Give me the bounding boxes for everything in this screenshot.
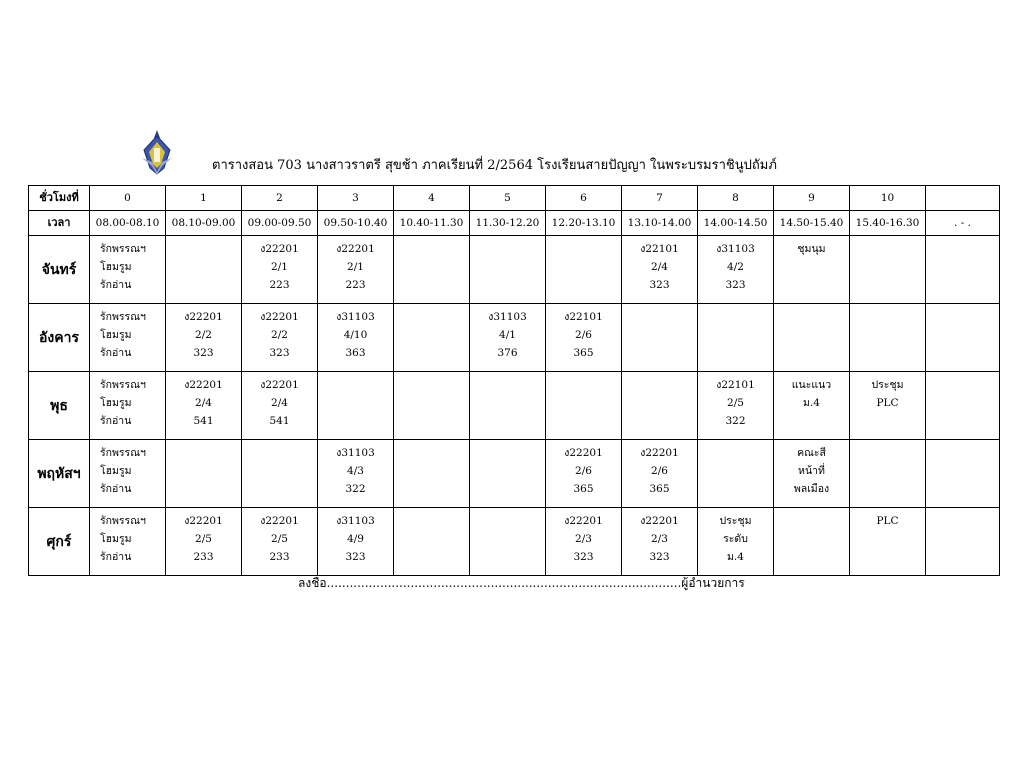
cell-line: 2/2	[195, 329, 212, 341]
schedule-cell	[470, 236, 546, 304]
cell-line: 322	[345, 483, 366, 495]
cell-line: 2/2	[271, 329, 288, 341]
cell-line: ง31103	[488, 311, 527, 323]
schedule-cell	[622, 372, 698, 440]
cell-line: 2/5	[271, 533, 288, 545]
cell-line: 4/9	[347, 533, 364, 545]
schedule-cell	[470, 440, 546, 508]
cell-line: 233	[269, 551, 290, 563]
cell-line: 323	[649, 279, 670, 291]
time-slot: . - .	[926, 211, 1000, 236]
cell-line: ง22201	[184, 379, 223, 391]
schedule-cell	[90, 508, 166, 576]
schedule-cell	[470, 508, 546, 576]
cell-line: 323	[345, 551, 366, 563]
cell-line: โฮมรูม	[100, 465, 132, 477]
schedule-cell	[242, 304, 318, 372]
cell-line: ประชุม	[719, 515, 752, 527]
period-number: 10	[850, 186, 926, 211]
schedule-cell	[166, 236, 242, 304]
cell-line: ง31103	[716, 243, 755, 255]
schedule-cell	[242, 372, 318, 440]
cell-line: 323	[269, 347, 290, 359]
schedule-cell	[394, 440, 470, 508]
schedule-cell	[318, 372, 394, 440]
day-name: จันทร์	[29, 236, 90, 304]
cell-line: ง22201	[260, 379, 299, 391]
period-number: 3	[318, 186, 394, 211]
schedule-cell	[90, 236, 166, 304]
schedule-cell	[546, 372, 622, 440]
schedule-cell	[622, 304, 698, 372]
time-slot: 14.00-14.50	[698, 211, 774, 236]
schedule-cell	[774, 236, 850, 304]
cell-line: ง22201	[184, 311, 223, 323]
day-row	[29, 236, 1000, 304]
cell-line: 541	[193, 415, 214, 427]
cell-line: 322	[725, 415, 746, 427]
schedule-cell	[622, 440, 698, 508]
cell-line: ง22101	[564, 311, 603, 323]
cell-line: 323	[573, 551, 594, 563]
cell-line: ง22201	[564, 515, 603, 527]
cell-line: รักพรรณฯ	[100, 447, 146, 459]
cell-line: ง31103	[336, 311, 375, 323]
schedule-cell	[926, 508, 1000, 576]
schedule-cell	[242, 440, 318, 508]
cell-line: รักอ่าน	[100, 551, 132, 563]
schedule-cell	[546, 508, 622, 576]
cell-line: 323	[725, 279, 746, 291]
period-number: 5	[470, 186, 546, 211]
day-name: ศุกร์	[29, 508, 90, 576]
schedule-cell	[926, 372, 1000, 440]
schedule-cell	[470, 372, 546, 440]
cell-line: ง31103	[336, 447, 375, 459]
cell-line: ม.4	[727, 551, 744, 563]
period-number: 1	[166, 186, 242, 211]
cell-line: 2/6	[575, 465, 592, 477]
day-name: พุธ	[29, 372, 90, 440]
schedule-cell	[242, 236, 318, 304]
cell-line: 363	[345, 347, 366, 359]
page-title: ตารางสอน 703 นางสาวราตรี สุขช้า ภาคเรียนที่ 2/2564 โรงเรียนสายปัญญา ในพระบรมราชินูปถัมภ์	[212, 158, 777, 173]
cell-line: 2/3	[651, 533, 668, 545]
day-row	[29, 372, 1000, 440]
cell-line: 2/4	[271, 397, 288, 409]
time-slot: 10.40-11.30	[394, 211, 470, 236]
cell-line: 223	[345, 279, 366, 291]
day-row	[29, 304, 1000, 372]
time-slot: 09.50-10.40	[318, 211, 394, 236]
cell-line: 223	[269, 279, 290, 291]
time-slot: 08.10-09.00	[166, 211, 242, 236]
cell-line: ง22201	[184, 515, 223, 527]
schedule-cell	[622, 236, 698, 304]
cell-line: ง22201	[260, 243, 299, 255]
cell-line: 2/1	[347, 261, 364, 273]
school-crest-icon	[140, 128, 174, 176]
schedule-cell	[774, 440, 850, 508]
time-slot: 13.10-14.00	[622, 211, 698, 236]
cell-line: คณะสี	[797, 447, 826, 459]
period-number: 9	[774, 186, 850, 211]
cell-line: 376	[497, 347, 518, 359]
cell-line: 365	[573, 483, 594, 495]
cell-line: โฮมรูม	[100, 397, 132, 409]
schedule-cell	[850, 236, 926, 304]
schedule-cell	[166, 372, 242, 440]
cell-line: ง22101	[640, 243, 679, 255]
period-number: 6	[546, 186, 622, 211]
cell-line: รักอ่าน	[100, 279, 132, 291]
day-row	[29, 440, 1000, 508]
schedule-cell	[698, 440, 774, 508]
cell-line: หน้าที่	[798, 465, 825, 477]
cell-line: รักอ่าน	[100, 347, 132, 359]
time-label: เวลา	[29, 211, 90, 236]
cell-line: โฮมรูม	[100, 533, 132, 545]
cell-line: ง22201	[260, 311, 299, 323]
period-number: 7	[622, 186, 698, 211]
schedule-cell	[394, 372, 470, 440]
cell-line: รักพรรณฯ	[100, 311, 146, 323]
schedule-cell	[318, 508, 394, 576]
cell-line: PLC	[876, 397, 899, 409]
schedule-cell	[698, 304, 774, 372]
cell-line: พลเมือง	[793, 483, 830, 495]
schedule-cell	[90, 304, 166, 372]
period-number: 0	[90, 186, 166, 211]
day-name: อังคาร	[29, 304, 90, 372]
cell-line: 2/5	[727, 397, 744, 409]
cell-line: ม.4	[803, 397, 820, 409]
cell-line: โฮมรูม	[100, 329, 132, 341]
cell-line: 233	[193, 551, 214, 563]
schedule-cell	[622, 508, 698, 576]
cell-line: 2/6	[575, 329, 592, 341]
cell-line: 4/10	[343, 329, 368, 341]
schedule-cell	[546, 236, 622, 304]
period-number: 2	[242, 186, 318, 211]
schedule-cell	[850, 372, 926, 440]
cell-line: 2/5	[195, 533, 212, 545]
cell-line: PLC	[876, 515, 899, 527]
cell-line: 4/1	[499, 329, 516, 341]
period-number: 4	[394, 186, 470, 211]
hour-label: ชั่วโมงที่	[29, 186, 90, 211]
time-slot: 14.50-15.40	[774, 211, 850, 236]
cell-line: 541	[269, 415, 290, 427]
schedule-cell	[318, 304, 394, 372]
schedule-cell	[470, 304, 546, 372]
signature-line: ลงชื่อ.............................................................................................ผู้อำนวยการ	[298, 576, 745, 590]
cell-line: ระดับ	[723, 533, 748, 545]
schedule-table	[28, 185, 1000, 576]
schedule-cell	[698, 236, 774, 304]
schedule-cell	[166, 440, 242, 508]
cell-line: 323	[649, 551, 670, 563]
schedule-cell	[90, 440, 166, 508]
cell-line: 2/4	[651, 261, 668, 273]
cell-line: รักพรรณฯ	[100, 515, 146, 527]
cell-line: ชุมนุม	[797, 243, 826, 255]
schedule-cell	[318, 236, 394, 304]
schedule-cell	[850, 508, 926, 576]
cell-line: 365	[649, 483, 670, 495]
cell-line: 4/3	[347, 465, 364, 477]
schedule-cell	[394, 508, 470, 576]
day-row	[29, 508, 1000, 576]
period-number	[926, 186, 1000, 211]
cell-line: 2/3	[575, 533, 592, 545]
cell-line: ง22101	[716, 379, 755, 391]
time-slot: 09.00-09.50	[242, 211, 318, 236]
time-slot: 08.00-08.10	[90, 211, 166, 236]
cell-line: รักอ่าน	[100, 415, 132, 427]
time-slot: 12.20-13.10	[546, 211, 622, 236]
cell-line: 2/4	[195, 397, 212, 409]
cell-line: โฮมรูม	[100, 261, 132, 273]
schedule-cell	[774, 304, 850, 372]
cell-line: ง22201	[336, 243, 375, 255]
cell-line: แนะแนว	[791, 379, 832, 391]
schedule-cell	[166, 304, 242, 372]
schedule-cell	[850, 304, 926, 372]
cell-line: 323	[193, 347, 214, 359]
period-number: 8	[698, 186, 774, 211]
cell-line: 2/1	[271, 261, 288, 273]
time-row	[29, 211, 1000, 236]
time-slot: 11.30-12.20	[470, 211, 546, 236]
cell-line: รักพรรณฯ	[100, 379, 146, 391]
cell-line: ง22201	[640, 447, 679, 459]
schedule-cell	[166, 508, 242, 576]
cell-line: 365	[573, 347, 594, 359]
schedule-cell	[926, 440, 1000, 508]
schedule-cell	[698, 508, 774, 576]
cell-line: รักพรรณฯ	[100, 243, 146, 255]
schedule-cell	[394, 236, 470, 304]
schedule-cell	[926, 236, 1000, 304]
cell-line: ประชุม	[871, 379, 904, 391]
day-name: พฤหัสฯ	[29, 440, 90, 508]
schedule-cell	[394, 304, 470, 372]
cell-line: ง22201	[260, 515, 299, 527]
cell-line: ง22201	[564, 447, 603, 459]
cell-line: 4/2	[727, 261, 744, 273]
schedule-cell	[774, 508, 850, 576]
schedule-cell	[318, 440, 394, 508]
period-header-row	[29, 186, 1000, 211]
schedule-cell	[90, 372, 166, 440]
cell-line: 2/6	[651, 465, 668, 477]
time-slot: 15.40-16.30	[850, 211, 926, 236]
cell-line: ง22201	[640, 515, 679, 527]
cell-line: รักอ่าน	[100, 483, 132, 495]
cell-line: ง31103	[336, 515, 375, 527]
schedule-cell	[698, 372, 774, 440]
schedule-cell	[926, 304, 1000, 372]
schedule-cell	[774, 372, 850, 440]
schedule-cell	[546, 440, 622, 508]
schedule-cell	[850, 440, 926, 508]
schedule-cell	[546, 304, 622, 372]
schedule-cell	[242, 508, 318, 576]
